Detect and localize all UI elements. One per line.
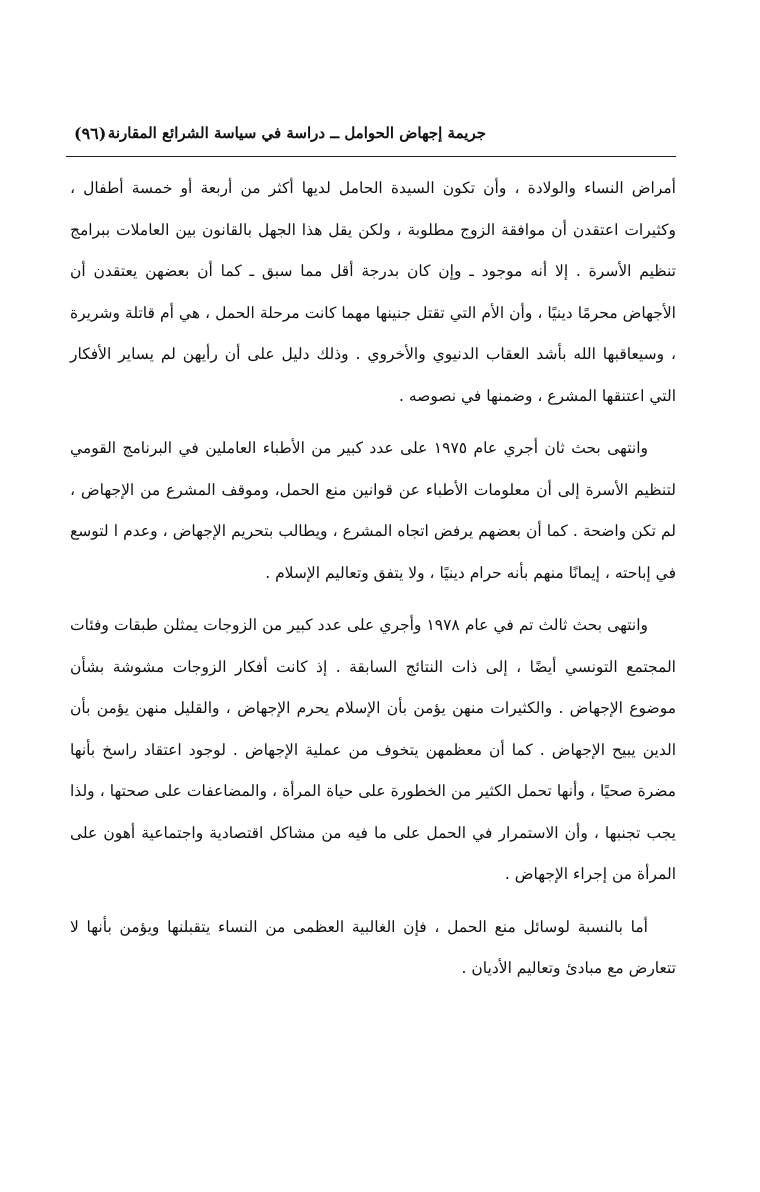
running-header [66,122,676,156]
header-rule [66,156,676,157]
paragraph: وانتهى بحث ثالث تم في عام ١٩٧٨ وأجري على عدد كبير من الزوجات يمثلن طبقات وفئات المجتمع التونسي أيضًا ، إلى ذات النتائج السابقة . إذ كانت أفكار الزوجات مشوشة بشأن موضوع الإجهاض . والكثيرات منهن يؤمن بأن الإسلام يحرم الإجهاض ، والقليل منهن يؤمن بأن الدين يبيح الإجهاض . كما أن معظمهن يتخوف من عملية الإجهاض . لوجود اعتقاد راسخ بأنها مضرة صحيًا ، وأنها تحمل الكثير من الخطورة على حياة المرأة ، والمضاعفات على صحتها ، ولذا يجب تجنبها ، وأن الاستمرار في الحمل على ما فيه من مشاكل اقتصادية واجتماعية أهون على المرأة من إجراء الإجهاض . [70,616,676,883]
page-number: (٩٦) [74,124,107,143]
body-text [70,168,676,1001]
paragraph: وانتهى بحث ثان أجري عام ١٩٧٥ على عدد كبير من الأطباء العاملين في البرنامج القومي لتنظيم الأسرة إلى أن معلومات الأطباء عن قوانين منع الحمل، وموقف المشرع من الإجهاض ، لم تكن واضحة . كما أن بعضهم يرفض اتجاه المشرع ، ويطالب بتحريم الإجهاض ، وعدم ا لتوسع في إباحته ، إيمانًا منهم بأنه حرام دينيًا ، ولا يتفق وتعاليم الإسلام . [70,439,676,582]
header-title: جريمة إجهاض الحوامل ــ دراسة في سياسة الشرائع المقارنة [107,124,486,142]
paragraph-continued: أمراض النساء والولادة ، وأن تكون السيدة الحامل لديها أكثر من أربعة أو خمسة أطفال ، وكثيرات اعتقدن أن موافقة الزوج مطلوبة ، ولكن يقل هذا الجهل بالقانون بين العاملات ببرامج تنظيم الأسرة . إلا أنه موجود ـ وإن كان بدرجة أقل مما سبق ـ كما أن بعضهن يعتقدن أن الأجهاض محرمًا دينيًا ، وأن الأم التي تقتل جنينها مهما كانت مرحلة الحمل ، هي أم قاتلة وشريرة ، وسيعاقبها الله بأشد العقاب الدنيوي والأخروي . وذلك دليل على أن رأيهن لم يساير الأفكار التي اعتنقها المشرع ، وضمنها في نصوصه . [70,179,676,405]
paragraph: أما بالنسبة لوسائل منع الحمل ، فإن الغالبية العظمى من النساء يتقبلنها ويؤمن بأنها لا تتعارض مع مبادئ وتعاليم الأديان . [70,917,676,977]
